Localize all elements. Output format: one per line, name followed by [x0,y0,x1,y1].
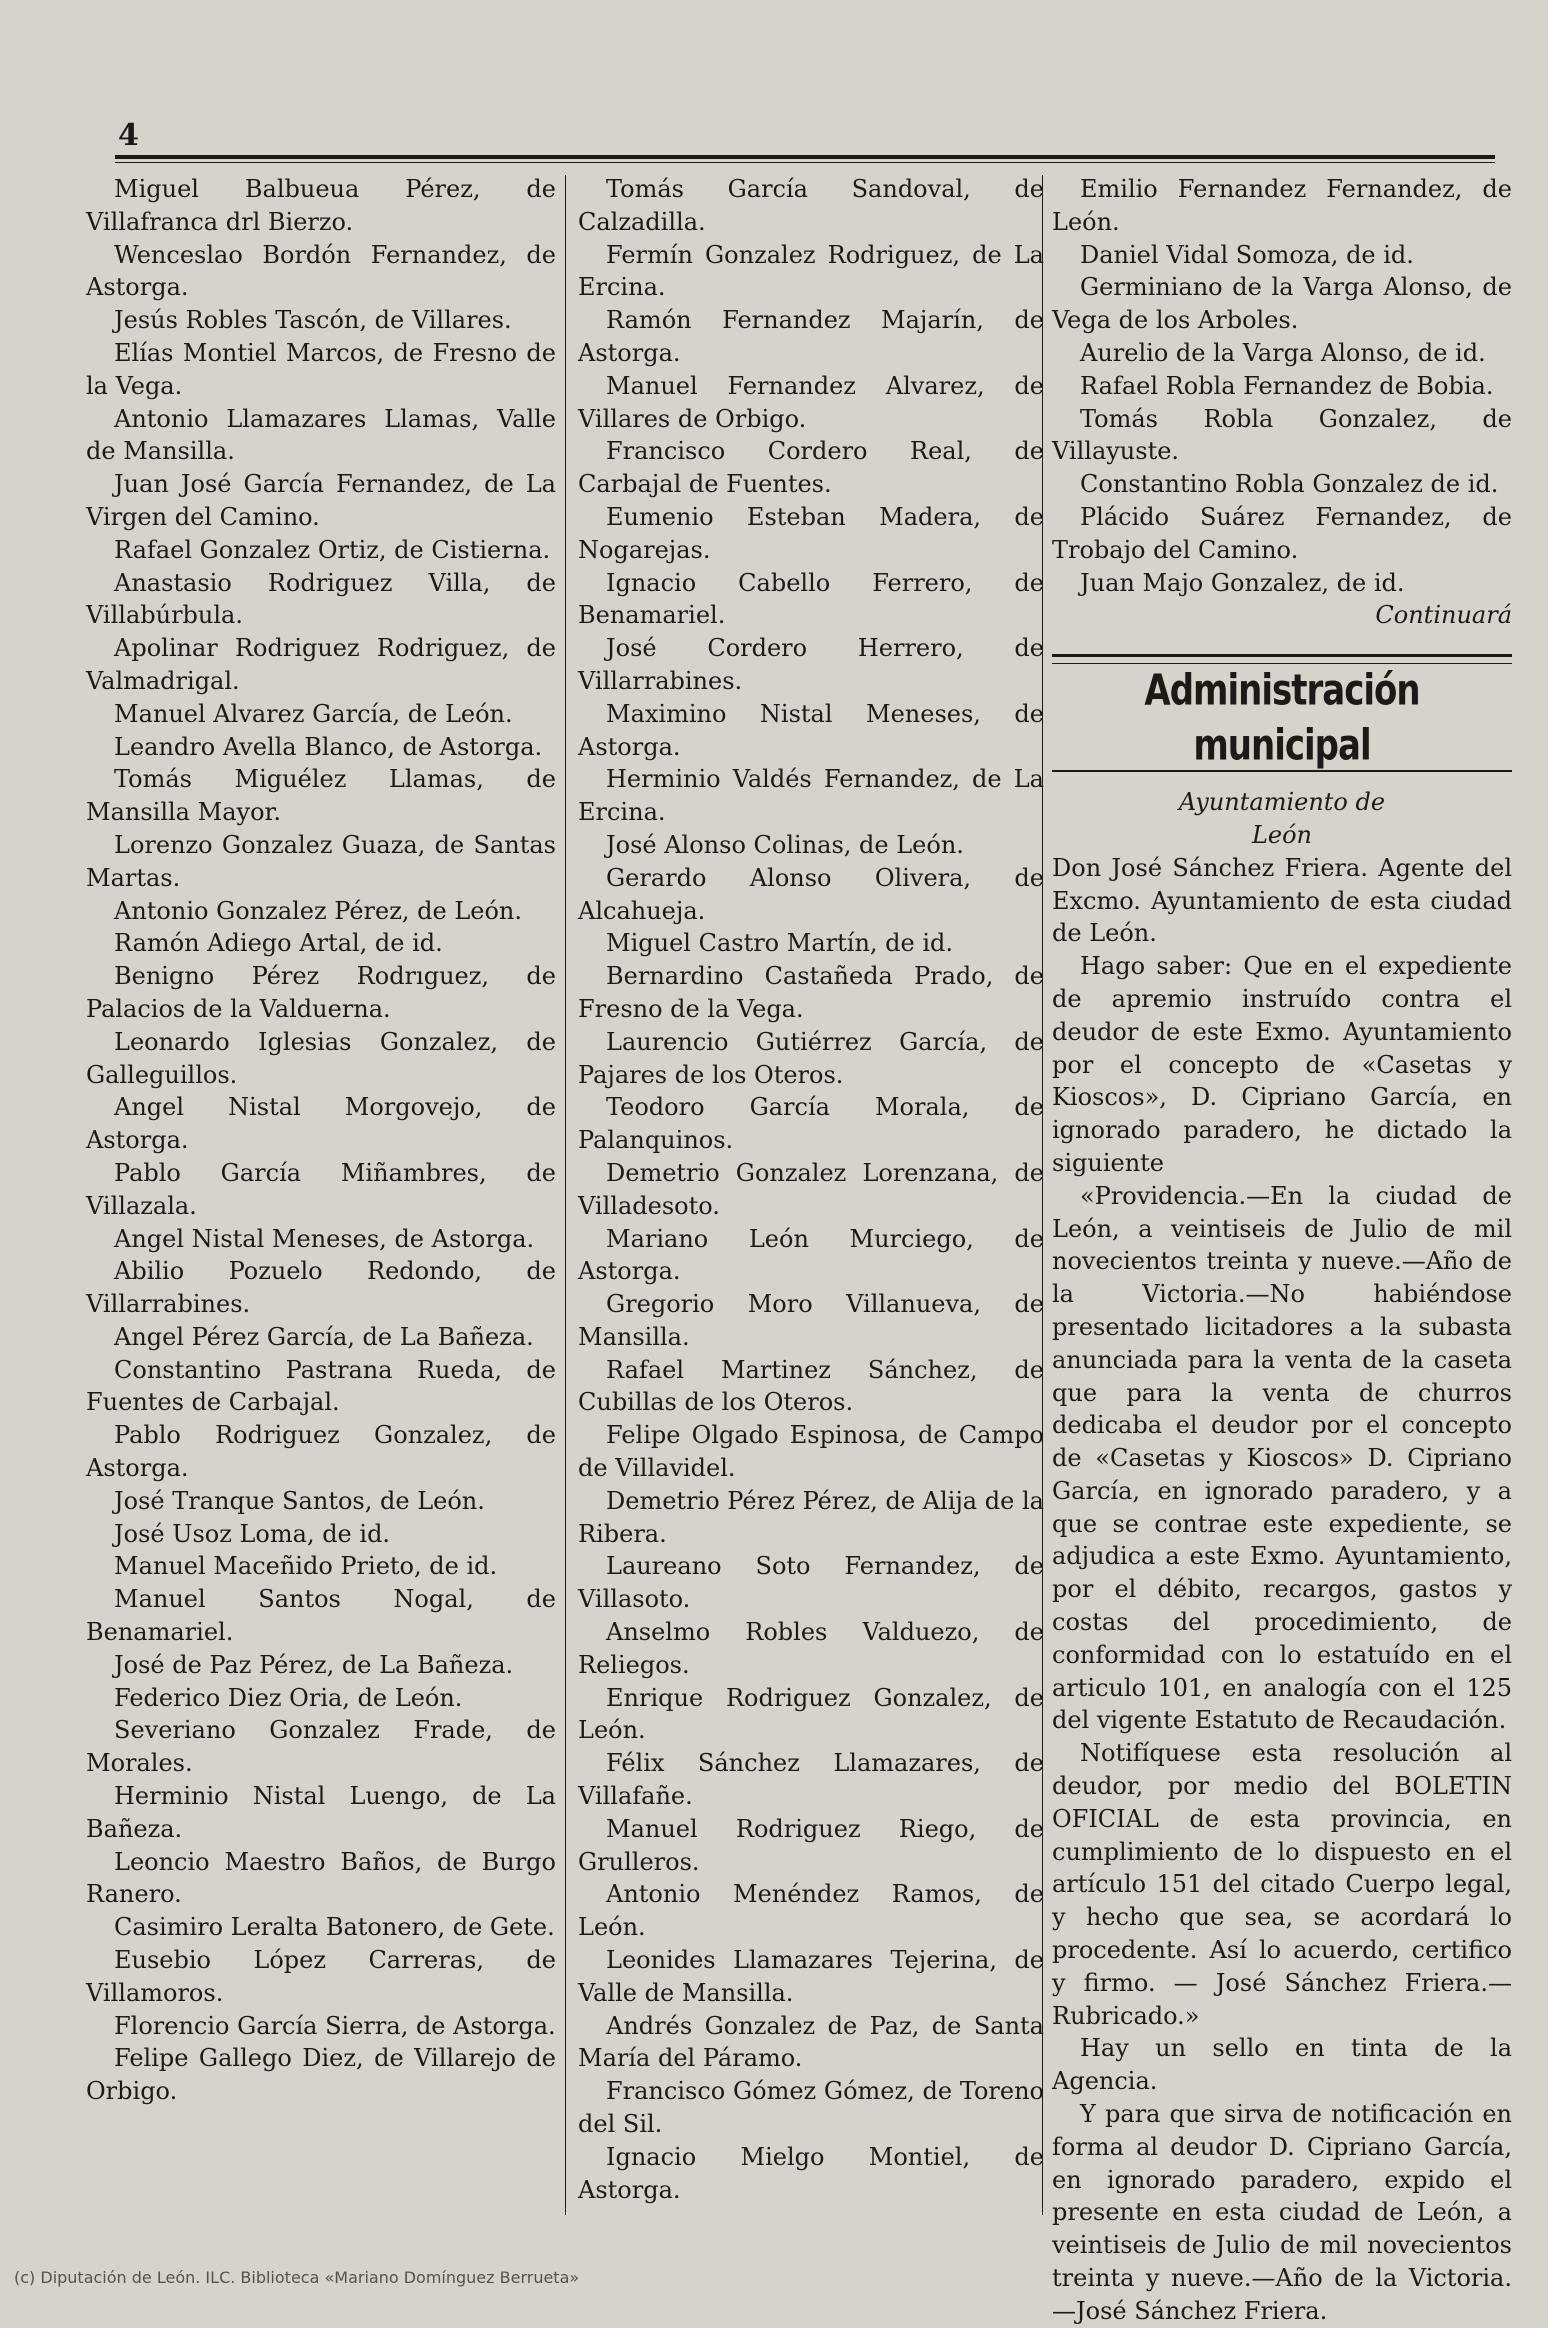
list-entry: Constantino Robla Gonzalez de id. [1080,470,1499,499]
list-entry: Constantino Pastrana Rueda, de Fuentes de Carbajal. [86,1355,556,1417]
list-entry: Tomás García Sandoval, de Calzadilla. [578,175,1044,236]
list-entry: Juan Majo Gonzalez, de id. [1080,568,1405,597]
column-1 [86,173,556,2108]
list-entry: Rafael Gonzalez Ortiz, de Cistierna. [114,535,551,564]
sub-heading-city: León [1251,820,1313,849]
list-entry: Leoncio Maestro Baños, de Burgo Ranero. [86,1847,556,1909]
list-entry: Manuel Fernandez Alvarez, de Villares de Orbigo. [578,371,1044,433]
list-entry: Gerardo Alonso Olivera, de Alcahueja. [578,863,1044,925]
list-entry: Demetrio Gonzalez Lorenzana, de Villadesoto. [578,1158,1044,1220]
list-entry: Francisco Gómez Gómez, de Toreno del Sil. [578,2077,1044,2139]
list-entry: Elías Montiel Marcos, de Fresno de la Vega. [86,338,556,400]
list-entry: Rafael Robla Fernandez de Bobia. [1080,371,1494,400]
list-entry: Angel Nistal Meneses, de Astorga. [114,1224,535,1253]
list-entry: Florencio García Sierra, de Astorga. [114,2011,556,2040]
list-entry: Francisco Cordero Real, de Carbajal de Fuentes. [578,437,1044,499]
list-entry: Abilio Pozuelo Redondo, de Villarrabines. [86,1257,556,1319]
list-entry: Leonardo Iglesias Gonzalez, de Galleguillos. [86,1027,556,1089]
list-entry: Bernardino Castañeda Prado, de Fresno de la Vega. [578,962,1044,1023]
continued-note: Continuará [1375,601,1512,630]
list-entry: Plácido Suárez Fernandez, de Trobajo del Camino. [1052,502,1512,564]
list-entry: Eumenio Esteban Madera, de Nogarejas. [578,502,1044,564]
header-rule [115,155,1495,159]
list-entry: José Alonso Colinas, de León. [606,830,964,859]
section-rule-top [1052,654,1512,657]
list-entry: Germiniano de la Varga Alonso, de Vega de los Arboles. [1052,273,1512,335]
list-entry: Manuel Maceñido Prieto, de id. [114,1552,498,1581]
list-entry: Miguel Castro Martín, de id. [606,929,954,958]
list-entry: Aurelio de la Varga Alonso, de id. [1080,338,1486,367]
list-entry: Ignacio Mielgo Montiel, de Astorga. [578,2142,1044,2204]
section-title: Administración municipal [1144,665,1420,771]
announcement-paragraph: Y para que sirva de notificación en forma al deudor D. Cipriano García, en ignorado paradero, expido el presente en esta ciudad de León, a veintiseis de Julio de mil novecientos treinta y nueve.—Año de la Victoria.—José Sánchez Friera. [1052,2100,1512,2325]
column-divider-1 [565,175,566,2215]
list-entry: Antonio Menéndez Ramos, de León. [578,1880,1044,1942]
list-entry: Herminio Nistal Luengo, de La Bañeza. [86,1782,556,1843]
list-entry: Apolinar Rodriguez Rodriguez, de Valmadrigal. [86,634,556,695]
copyright-footer: (c) Diputación de León. ILC. Biblioteca «Mariano Domínguez Berrueta» [14,2268,580,2287]
list-entry: Felipe Olgado Espinosa, de Campo de Villavidel. [578,1421,1044,1483]
list-entry: Mariano León Murciego, de Astorga. [578,1224,1044,1286]
list-entry: Eusebio López Carreras, de Villamoros. [86,1946,556,2007]
announcement-paragraph: Hay un sello en tinta de la Agencia. [1052,2034,1512,2096]
announcement-paragraph: Don José Sánchez Friera. Agente del Excmo. Ayuntamiento de esta ciudad de León. [1052,853,1512,948]
list-entry: Anselmo Robles Valduezo, de Reliegos. [578,1618,1044,1679]
list-entry: Enrique Rodriguez Gonzalez, de León. [578,1683,1044,1745]
list-entry: Severiano Gonzalez Frade, de Morales. [86,1716,556,1778]
list-entry: Angel Pérez García, de La Bañeza. [114,1322,534,1351]
list-entry: Tomás Robla Gonzalez, de Villayuste. [1052,404,1512,466]
list-entry: Leandro Avella Blanco, de Astorga. [114,732,543,761]
header-rule-thin [115,162,1495,163]
list-entry: Pablo García Miñambres, de Villazala. [86,1158,556,1220]
list-entry: Jesús Robles Tascón, de Villares. [114,306,512,335]
list-entry: Manuel Rodriguez Riego, de Grulleros. [578,1814,1044,1876]
list-entry: Ignacio Cabello Ferrero, de Benamariel. [578,568,1044,630]
list-entry: Leonides Llamazares Tejerina, de Valle de Mansilla. [578,1946,1044,2007]
list-entry: Federico Diez Oria, de León. [114,1683,463,1712]
list-entry: Gregorio Moro Villanueva, de Mansilla. [578,1290,1044,1351]
column-2 [578,173,1044,2206]
announcement-paragraph: Hago saber: Que en el expediente de apremio instruído contra el deudor de este Exmo. Ayuntamiento por el concepto de «Casetas y Kioscos», D. Cipriano García, en ignorado paradero, he dictado la siguiente [1052,952,1512,1177]
list-entry: Casimiro Leralta Batonero, de Gete. [114,1913,555,1942]
column-3 [1052,173,1512,2328]
list-entry: José Tranque Santos, de León. [114,1486,485,1515]
list-entry: Juan José García Fernandez, de La Virgen del Camino. [86,470,556,531]
list-entry: Herminio Valdés Fernandez, de La Ercina. [578,765,1044,827]
list-entry: Anastasio Rodriguez Villa, de Villabúrbula. [86,568,556,630]
list-entry: Félix Sánchez Llamazares, de Villafañe. [578,1749,1044,1811]
list-entry: Ramón Fernandez Majarín, de Astorga. [578,306,1044,367]
list-entry: Felipe Gallego Diez, de Villarejo de Orbigo. [86,2044,556,2106]
list-entry: Tomás Miguélez Llamas, de Mansilla Mayor. [86,765,556,827]
list-entry: José de Paz Pérez, de La Bañeza. [114,1650,514,1679]
list-entry: Ramón Adiego Artal, de id. [114,929,443,958]
list-entry: Pablo Rodriguez Gonzalez, de Astorga. [86,1421,556,1483]
list-entry: Andrés Gonzalez de Paz, de Santa María del Páramo. [578,2011,1044,2073]
list-entry: Laurencio Gutiérrez García, de Pajares de los Oteros. [578,1027,1044,1089]
list-entry: Manuel Alvarez García, de León. [114,699,513,728]
list-entry: Antonio Llamazares Llamas, Valle de Mansilla. [86,404,556,466]
list-entry: Maximino Nistal Meneses, de Astorga. [578,699,1044,761]
page-number: 4 [118,118,139,153]
list-entry: Benigno Pérez Rodrıguez, de Palacios de la Valduerna. [86,962,556,1023]
list-entry: Daniel Vidal Somoza, de id. [1080,240,1414,269]
sub-heading: Ayuntamiento de [1178,788,1386,817]
list-entry: Laureano Soto Fernandez, de Villasoto. [578,1552,1044,1614]
list-entry: Fermín Gonzalez Rodriguez, de La Ercina. [578,240,1044,302]
announcement-paragraph: Notifíquese esta resolución al deudor, por medio del BOLETIN OFICIAL de esta provincia, en cumplimiento de lo dispuesto en el artículo 151 del citado Cuerpo legal, y hecho que sea, se acordará lo procedente. Así lo acuerdo, certifico y firmo. — José Sánchez Friera.—Rubricado.» [1052,1739,1512,2030]
list-entry: Rafael Martinez Sánchez, de Cubillas de los Oteros. [578,1355,1044,1417]
list-entry: Teodoro García Morala, de Palanquinos. [578,1093,1044,1155]
list-entry: José Cordero Herrero, de Villarrabines. [578,634,1044,695]
list-entry: Wenceslao Bordón Fernandez, de Astorga. [86,240,556,302]
list-entry: Emilio Fernandez Fernandez, de León. [1052,175,1512,236]
list-entry: Demetrio Pérez Pérez, de Alija de la Ribera. [578,1486,1044,1548]
list-entry: Antonio Gonzalez Pérez, de León. [114,896,522,925]
list-entry: Miguel Balbueua Pérez, de Villafranca drl Bierzo. [86,175,556,236]
list-entry: José Usoz Loma, de id. [114,1519,391,1548]
list-entry: Angel Nistal Morgovejo, de Astorga. [86,1093,556,1155]
list-entry: Lorenzo Gonzalez Guaza, de Santas Martas. [86,830,556,892]
list-entry: Manuel Santos Nogal, de Benamariel. [86,1585,556,1647]
announcement-paragraph: «Providencia.—En la ciudad de León, a veintiseis de Julio de mil novecientos treinta y nueve.—Año de la Victoria.—No habiéndose presentado licitadores a la subasta anunciada para la venta de la caseta que para la venta de churros dedicaba el deudor por el concepto de «Casetas y Kioscos» D. Cipriano García, en ignorado paradero, y a que se contrae este expediente, se adjudica a este Exmo. Ayuntamiento, por el débito, recargos, gastos y costas del procedimiento, de conformidad con lo estatuído en el articulo 101, en analogía con el 125 del vigente Estatuto de Recaudación. [1052,1181,1512,1735]
